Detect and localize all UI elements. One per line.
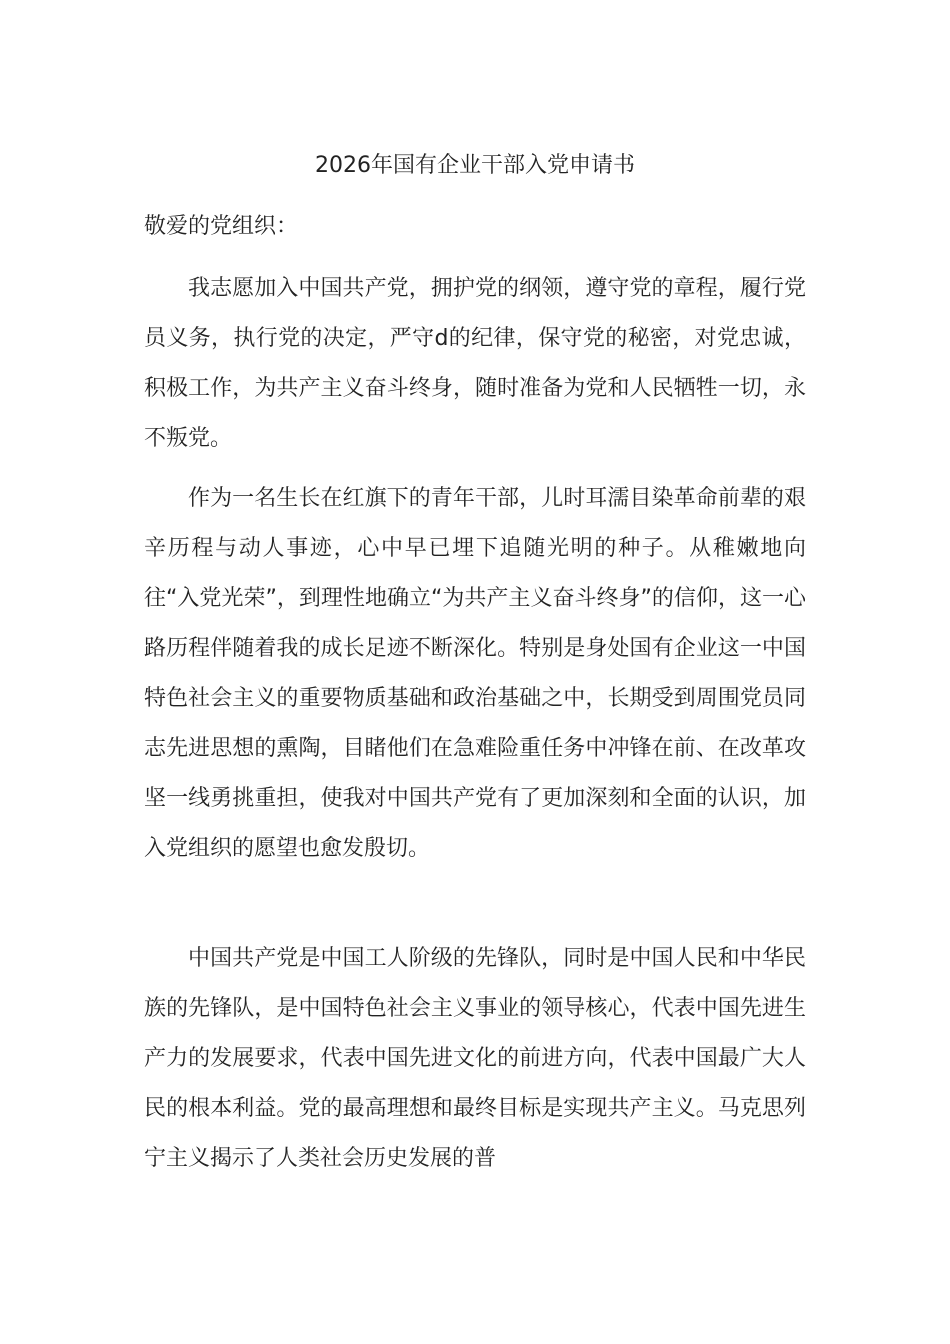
paragraph-party-nature: 中国共产党是中国工人阶级的先锋队，同时是中国人民和中华民族的先锋队，是中国特色社会主义事业的领导核心，代表中国先进生产力的发展要求，代表中国先进文化的前进方向，代表中国最广大人民的根本利益。党的最高理想和最终目标是实现共产主义。马克思列宁主义揭示了人类社会历史发展的普 [144,946,806,1171]
paragraph-pledge: 我志愿加入中国共产党，拥护党的纲领，遵守党的章程，履行党员义务，执行党的决定，严守d的纪律，保守党的秘密，对党忠诚，积极工作，为共产主义奋斗终身，随时准备为党和人民牺牲一切，永不叛党。 [144,276,806,451]
paragraph-motivation: 作为一名生长在红旗下的青年干部，儿时耳濡目染革命前辈的艰辛历程与动人事迹，心中早已埋下追随光明的种子。从稚嫩地向往“入党光荣”，到理性地确立“为共产主义奋斗终身”的信仰，这一心路历程伴随着我的成长足迹不断深化。特别是身处国有企业这一中国特色社会主义的重要物质基础和政治基础之中，长期受到周围党员同志先进思想的熏陶，目睹他们在急难险重任务中冲锋在前、在改革攻坚一线勇挑重担，使我对中国共产党有了更加深刻和全面的认识，加入党组织的愿望也愈发殷切。 [144,486,806,861]
document-title: 2026年国有企业干部入党申请书 [315,153,635,178]
salutation: 敬爱的党组织： [144,214,299,239]
